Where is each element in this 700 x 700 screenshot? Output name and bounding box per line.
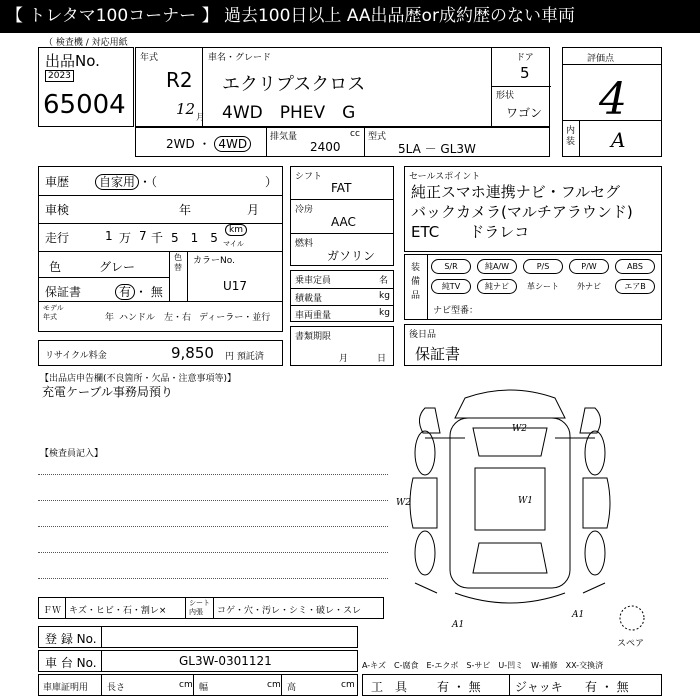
equip-airbag: エアB — [615, 279, 655, 294]
name-label: 車名・グレード — [208, 53, 272, 63]
era: R2 — [166, 68, 193, 92]
seat-text: コゲ・穴・汚レ・シミ・破レ・スレ — [217, 606, 362, 616]
equip-aw: 純A/W — [477, 259, 517, 274]
man-unit: 万 — [119, 231, 132, 245]
history-label: 車歴 — [45, 175, 70, 189]
km-unit: km — [225, 225, 247, 235]
equip-sr: S/R — [431, 259, 471, 274]
score-label: 評価点 — [587, 54, 615, 64]
selling-line-2: バックカメラ(マルチアラウンド) — [411, 203, 633, 221]
fw-text: キズ・ヒビ・石・割レ× — [69, 606, 167, 616]
equip-abs: ABS — [615, 259, 655, 274]
equipment-label: 装備品 — [411, 263, 421, 301]
colorno-label: カラーNo. — [193, 256, 235, 266]
later-value: 保証書 — [415, 345, 461, 363]
car-name: エクリプスクロス — [222, 74, 366, 95]
sen-unit: 千 — [151, 231, 164, 245]
chassis-value: GL3W-0301121 — [179, 654, 272, 668]
inspection-year: 年 — [179, 203, 192, 217]
inspection-label: 車検 — [45, 203, 70, 217]
tools-row — [362, 674, 662, 696]
fuel-label: 燃料 — [295, 239, 314, 249]
month: 12 — [176, 100, 196, 118]
equip-ext-navi: 外ナビ — [577, 282, 601, 291]
score-box — [562, 47, 662, 157]
model: 5LA － GL3W — [398, 142, 476, 156]
vehicle-box — [135, 47, 550, 127]
fw-row — [38, 597, 384, 619]
body-type: ワゴン — [506, 106, 543, 120]
damage-legend: A-キズ C-腐食 E-エクボ S-サビ U-凹ミ W-補修 XX-交換済 — [362, 661, 604, 670]
equip-ps: P/S — [523, 259, 563, 274]
selling-line-1: 純正スマホ連携ナビ・フルセグ — [411, 183, 621, 201]
registration-row — [38, 626, 358, 648]
jack-value: 有 ・ 無 — [585, 680, 629, 694]
recycle-unit: 円 預託済 — [225, 352, 264, 362]
docs-day: 日 — [377, 354, 387, 364]
equipment-box — [404, 254, 662, 320]
equip-navi: 純ナビ — [477, 279, 517, 294]
sheet-head: （ 検査機 / 対応用紙 — [44, 38, 128, 48]
selling-line-3: ETC ドラレコ — [411, 223, 530, 241]
model-label: 型式 — [368, 132, 387, 142]
tools-value: 有 ・ 無 — [437, 680, 481, 694]
mark-a1-right: A1 — [572, 610, 585, 620]
equip-pw: P/W — [569, 259, 609, 274]
history-selected: 自家用 — [95, 174, 139, 190]
inspection-month: 月 — [247, 203, 260, 217]
color-change-label: 色替 — [174, 253, 182, 272]
selling-label: セールスポイント — [409, 172, 481, 182]
fuel-value: ガソリン — [327, 249, 376, 263]
displacement: 2400 — [310, 140, 341, 154]
mile-unit: マイル — [223, 240, 244, 248]
color-value: グレー — [99, 260, 136, 274]
declaration-text: 充電ケーブル事務局預り — [42, 385, 173, 399]
declaration-label: 【出品店申告欄(不良箇所・欠品・注意事項等)】 — [40, 374, 237, 384]
load-label: 積載量 — [295, 294, 323, 304]
cert-length: 長さ — [107, 683, 126, 693]
chassis-label: 車 台 No. — [45, 656, 97, 670]
lot-number: 65004 — [43, 90, 126, 120]
model-year-label: モデル年式 — [43, 304, 64, 321]
shift-box — [290, 166, 394, 266]
seat-label: シート内張 — [189, 599, 210, 616]
recycle-box — [38, 340, 283, 366]
banner: 【 トレタマ100コーナー 】 過去100日以上 AA出品歴or成約歴のない車両 — [0, 0, 700, 33]
interior-label: 内装 — [566, 126, 576, 147]
mark-w2-top: W2 — [512, 424, 527, 434]
handle: ハンドル 左・右 — [119, 313, 192, 323]
weight-label: 車両重量 — [295, 311, 332, 321]
colorno: U17 — [223, 279, 248, 293]
cert-height: 高 — [287, 683, 297, 693]
drive-selected: 4WD — [214, 136, 251, 152]
shift-value: FAT — [331, 181, 352, 195]
mark-w2-side: W2 — [396, 498, 411, 508]
load-unit: kg — [379, 291, 390, 301]
model-year-unit: 年 — [105, 313, 115, 323]
jack-label: ジャッキ — [515, 680, 563, 694]
year-badge: 2023 — [45, 70, 74, 82]
inspector-label: 【検査員記入】 — [40, 449, 104, 459]
cert-length-unit: cm — [179, 680, 193, 690]
docs-label: 書類期限 — [295, 332, 332, 342]
displacement-label: 排気量 — [270, 132, 298, 142]
mileage-digits: 5 1 5 — [171, 231, 218, 245]
mark-a1-left: A1 — [452, 620, 465, 630]
cert-label: 車庫証明用 — [43, 683, 89, 693]
mileage-label: 走行 — [45, 231, 70, 245]
recycle-value: 9,850 — [171, 344, 214, 362]
mark-w1: W1 — [518, 496, 533, 506]
tools-label: 工 具 — [371, 680, 408, 694]
lot-box — [38, 47, 134, 127]
drive: 2WD ・ 4WD — [166, 135, 251, 152]
year-label: 年式 — [140, 53, 159, 63]
later-label: 後日品 — [409, 330, 437, 340]
equip-tv: 純TV — [431, 279, 471, 294]
weight-unit: kg — [379, 308, 390, 318]
docs-box — [290, 326, 394, 366]
later-box — [404, 324, 662, 366]
history-box — [38, 166, 283, 332]
selling-box — [404, 166, 662, 252]
equip-leather: 革シート — [527, 282, 559, 291]
capacity-label: 乗車定員 — [295, 276, 332, 286]
cert-width: 幅 — [199, 683, 209, 693]
mileage-man: 1 — [105, 229, 113, 243]
docs-month: 月 — [339, 354, 349, 364]
body-label: 形状 — [496, 91, 515, 101]
fw-label: ＦＷ — [43, 606, 62, 616]
ac-label: 冷房 — [295, 205, 314, 215]
warranty-selected: 有 — [115, 284, 135, 300]
chassis-row — [38, 650, 358, 672]
capacity-box — [290, 270, 394, 322]
mileage-thousand: 7 — [139, 229, 147, 243]
door-label: ドア — [516, 53, 534, 63]
spec-row — [135, 127, 550, 157]
recycle-label: リサイクル料金 — [45, 351, 107, 361]
lot-label: 出品No. — [45, 52, 100, 70]
warranty-value: 有 ・ 無 — [115, 283, 163, 300]
cert-width-unit: cm — [267, 680, 281, 690]
displacement-unit: cc — [350, 129, 360, 139]
history-value: 自家用 ・（ ） — [95, 173, 277, 190]
warranty-label: 保証書 — [45, 285, 82, 299]
cert-row — [38, 674, 358, 696]
interior-score: A — [611, 128, 626, 152]
car-diagram — [395, 378, 625, 628]
door-count: 5 — [520, 64, 530, 82]
car-grade: 4WD PHEV G — [222, 103, 356, 123]
score-value: 4 — [599, 74, 627, 125]
dealer: ディーラー・並行 — [199, 313, 271, 323]
color-label: 色 — [49, 260, 62, 274]
registration-label: 登 録 No. — [45, 632, 97, 646]
spare-label: スペア — [617, 639, 645, 649]
capacity-unit: 名 — [379, 276, 389, 286]
shift-label: シフト — [295, 172, 323, 182]
month-unit: 月 — [196, 113, 206, 123]
spare-tire-icon — [618, 604, 646, 632]
navi-model-label: ナビ型番： — [433, 306, 479, 316]
cert-height-unit: cm — [341, 680, 355, 690]
ac-value: AAC — [331, 215, 356, 229]
